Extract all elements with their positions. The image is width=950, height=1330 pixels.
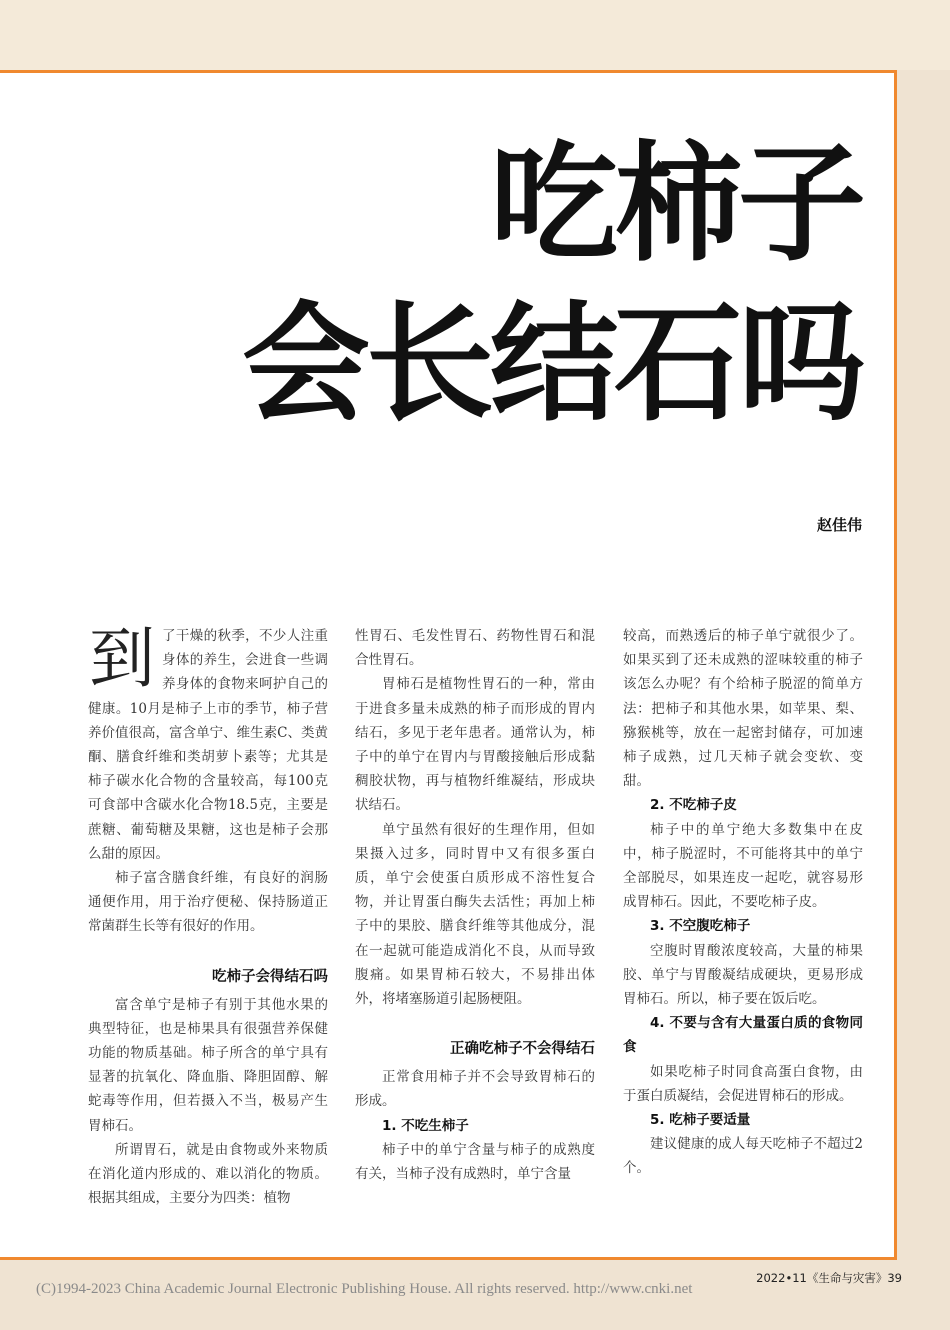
subheading: 1. 不吃生柿子: [382, 1117, 469, 1134]
copyright-watermark: (C)1994-2023 China Academic Journal Electronic Publishing House. All rights reserved. http://www.cnki.net: [36, 1281, 693, 1297]
paragraph: 柿子中的单宁绝大多数集中在皮中，柿子脱涩时，不可能将其中的单宁全部脱尽，如果连皮一起吃，就容易形成胃柿石。因此，不要吃柿子皮。: [623, 821, 863, 911]
text-column-2: [355, 624, 595, 1186]
paragraph: 正常食用柿子并不会导致胃柿石的形成。: [355, 1069, 595, 1110]
subheading: 4. 不要与含有大量蛋白质的食物同食: [623, 1015, 863, 1056]
paragraph: 柿子富含膳食纤维，有良好的润肠通便作用，用于治疗便秘、保持肠道正常菌群生长等有很好的作用。: [88, 870, 328, 935]
text-column-3: [623, 624, 863, 1181]
subheading: 5. 吃柿子要适量: [650, 1112, 751, 1129]
article-title-line-1: 吃柿子: [489, 129, 862, 279]
paragraph: 建议健康的成人每天吃柿子不超过2个。: [623, 1136, 863, 1177]
section-heading: 吃柿子会得结石吗: [212, 968, 328, 985]
subheading: 2. 不吃柿子皮: [650, 797, 737, 814]
paragraph: 单宁虽然有很好的生理作用，但如果摄入过多，同时胃中又有很多蛋白质，单宁会使蛋白质形成不溶性复合物，并让胃蛋白酶失去活性；再加上柿子中的果胶、膳食纤维等其他成分，混在一起就可能造成消化不良，从而导致腹痛。如果胃柿石较大，不易排出体外，将堵塞肠道引起肠梗阻。: [355, 821, 595, 1008]
page-number-footer: 2022•11《生命与灾害》39: [756, 1271, 902, 1285]
paragraph: 如果吃柿子时同食高蛋白食物，由于蛋白质凝结，会促进胃柿石的形成。: [623, 1063, 863, 1104]
top-margin-strip: [0, 0, 950, 70]
text-column-1: [88, 620, 328, 1210]
article-title-line-2: 会长结石吗: [241, 289, 862, 439]
paragraph: 胃柿石是植物性胃石的一种，常由于进食多量未成熟的柿子而形成的胃内结石，多见于老年患者。通常认为，柿子中的单宁在胃内与胃酸接触后形成黏稠胶状物，再与植物纤维凝结，形成块状结石。: [355, 676, 595, 814]
paragraph: 较高，而熟透后的柿子单宁就很少了。如果买到了还未成熟的涩味较重的柿子该怎么办呢？有个给柿子脱涩的简单方法：把柿子和其他水果，如苹果、梨、猕猴桃等，放在一起密封储存，可加速柿子成熟，过几天柿子就会变软、变甜。: [623, 628, 863, 790]
paragraph: 空腹时胃酸浓度较高，大量的柿果胶、单宁与胃酸凝结成硬块，更易形成胃柿石。所以，柿子要在饭后吃。: [623, 942, 863, 1008]
paragraph: 富含单宁是柿子有别于其他水果的典型特征，也是柿果具有很强营养保健功能的物质基础。柿子所含的单宁具有显著的抗氧化、降血脂、降胆固醇、解蛇毒等作用，但若摄入不当，极易产生胃柿石。: [88, 996, 328, 1134]
paragraph: 所谓胃石，就是由食物或外来物质在消化道内形成的、难以消化的物质。根据其组成，主要分为四类：植物: [88, 1141, 328, 1207]
subheading: 3. 不空腹吃柿子: [650, 918, 751, 935]
author-name: 赵佳伟: [816, 516, 862, 534]
paragraph: 性胃石、毛发性胃石、药物性胃石和混合性胃石。: [355, 628, 595, 669]
drop-cap: 到: [89, 620, 155, 697]
paragraph: 了干燥的秋季，不少人注重身体的养生，会进食一些调养身体的食物来呵护自己的健康。10月是柿子上市的季节，柿子营养价值很高，富含单宁、维生素C、类黄酮、膳食纤维和类胡萝卜素等；尤其是柿子碳水化合物的含量较高，每100克可食部中含碳水化合物18.5克，主要是蔗糖、葡萄糖及果糖，这也是柿子会那么甜的原因。: [88, 628, 328, 862]
paragraph: 柿子中的单宁含量与柿子的成熟度有关，当柿子没有成熟时，单宁含量: [355, 1141, 595, 1183]
section-heading: 正确吃柿子不会得结石: [450, 1041, 595, 1058]
